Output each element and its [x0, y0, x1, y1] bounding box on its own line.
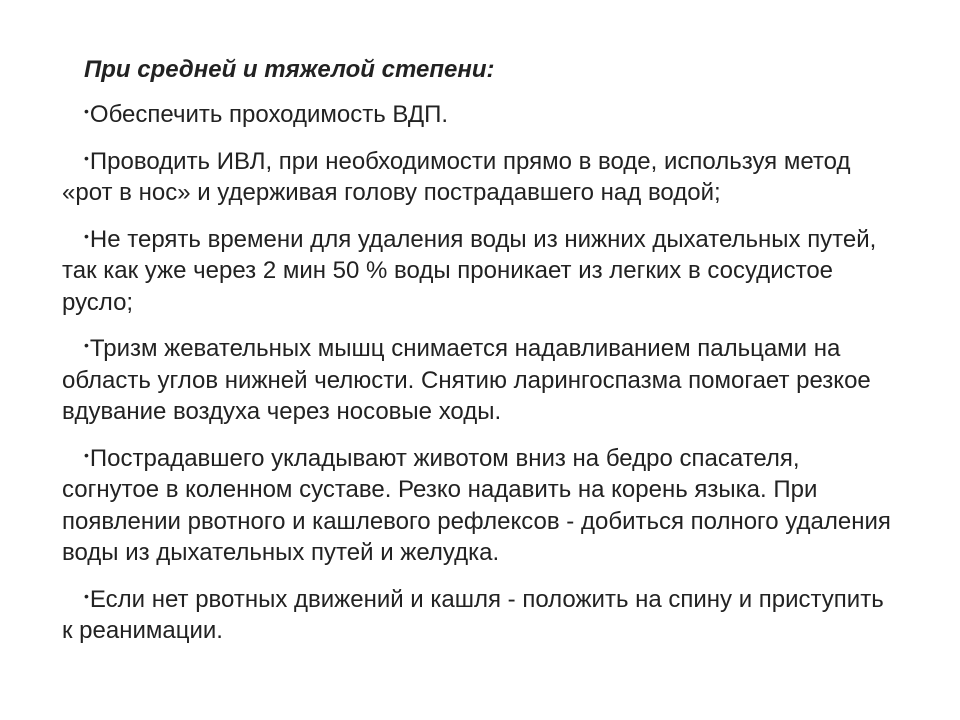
slide-heading: При средней и тяжелой степени:	[84, 56, 495, 83]
bullet-dot-icon: •	[84, 587, 89, 604]
bullet-item-2	[62, 143, 892, 209]
bullet-item-3	[62, 221, 892, 319]
bullet-text: Если нет рвотных движений и кашля - положить на спину и приступить к реанимации.	[62, 585, 884, 644]
bullet-dot-icon: •	[84, 227, 89, 244]
bullet-item-4	[62, 330, 892, 428]
bullet-item-5	[62, 440, 892, 569]
bullet-dot-icon: •	[84, 103, 89, 119]
bullet-text: Не терять времени для удаления воды из нижних дыхательных путей, так как уже через 2 мин 50 % воды проникает из легких в сосудистое русло;	[62, 225, 877, 316]
bullet-list	[62, 96, 892, 659]
bullet-item-1	[62, 96, 892, 131]
bullet-text: Пострадавшего укладывают животом вниз на бедро спасателя, согнутое в коленном суставе. Резко надавить на корень языка. При появлении рвотного и кашлевого рефлексов - добиться полного удаления воды из дыхательных путей и желудка.	[62, 444, 891, 566]
bullet-item-6	[62, 581, 892, 647]
bullet-dot-icon: •	[84, 446, 89, 463]
bullet-text: Тризм жевательных мышц снимается надавливанием пальцами на область углов нижней челюсти. Снятию ларингоспазма помогает резкое вдувание воздуха через носовые ходы.	[62, 335, 871, 425]
bullet-text: Обеспечить проходимость ВДП.	[89, 101, 449, 128]
bullet-text: Проводить ИВЛ, при необходимости прямо в воде, используя метод «рот в нос» и удерживая голову пострадавшего над водой;	[62, 147, 851, 206]
bullet-dot-icon: •	[84, 149, 89, 166]
bullet-dot-icon: •	[84, 337, 89, 353]
